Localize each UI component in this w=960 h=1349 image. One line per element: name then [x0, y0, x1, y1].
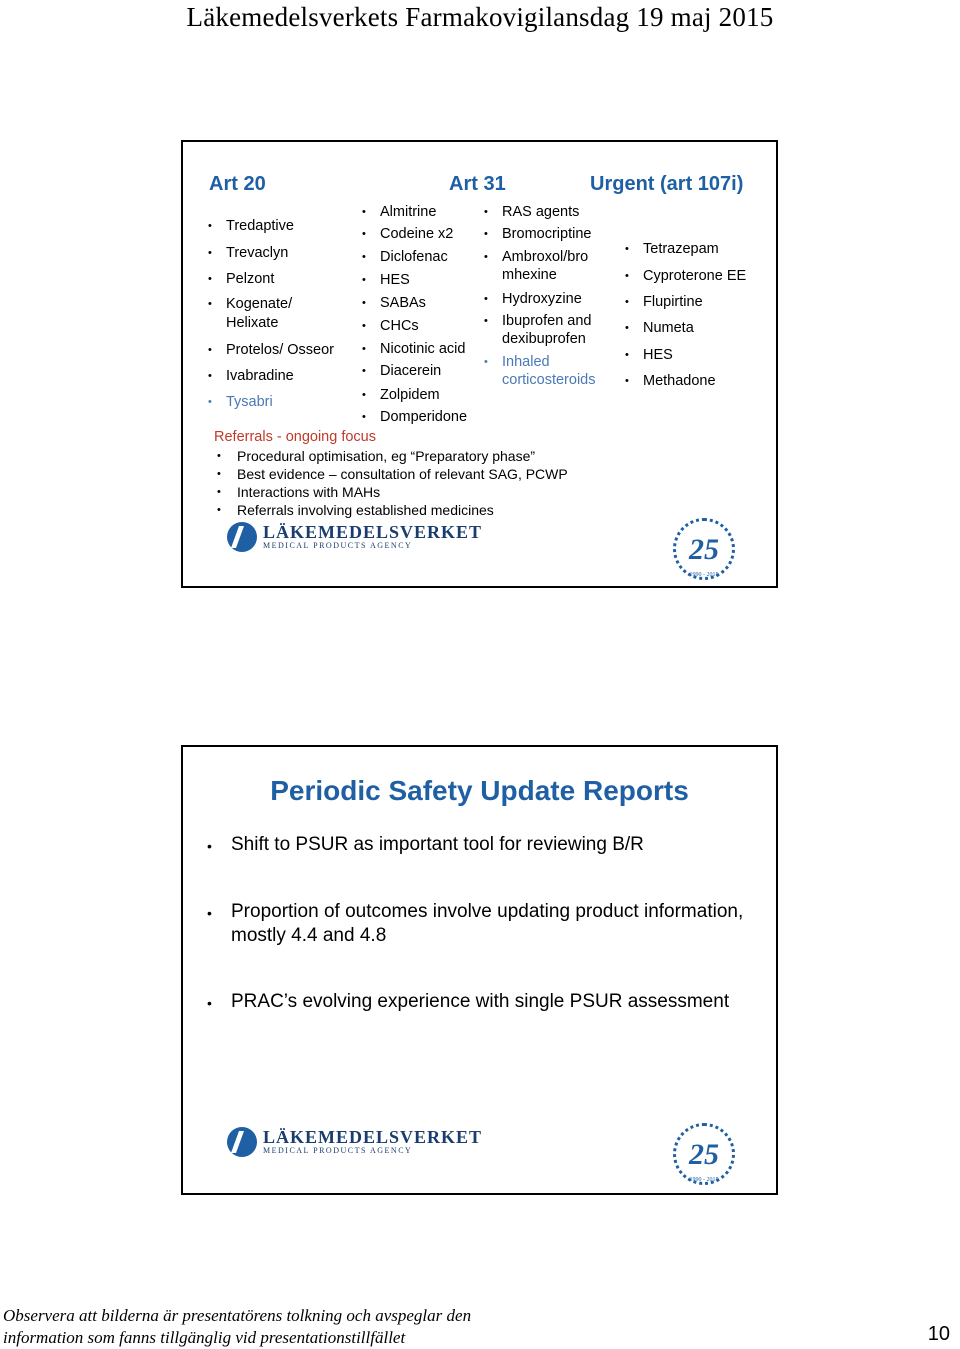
bullet-icon: •: [484, 251, 488, 263]
bullet-icon: •: [362, 389, 366, 401]
list-item: • Tysabri: [208, 394, 273, 410]
list-item: • RAS agents: [484, 204, 580, 220]
agency-logo: [227, 1127, 482, 1157]
anniversary-seal-icon: [673, 518, 735, 580]
seal-years: 1990 - 2015: [689, 572, 719, 578]
seal-number: 25: [689, 533, 719, 566]
list-item: • Bromocriptine: [484, 226, 592, 242]
footer-disclaimer: [3, 1305, 471, 1349]
list-item: • CHCs: [362, 318, 419, 334]
list-item: • Ambroxol/bro: [484, 249, 589, 265]
list-item: • HES: [625, 347, 673, 363]
bullet-icon: •: [207, 905, 212, 921]
bullet-icon: •: [208, 370, 212, 382]
bullet-icon: •: [362, 206, 366, 218]
bullet-icon: •: [362, 365, 366, 377]
footer-line-1: Observera att bilderna är presentatörens tolkning och avspeglar den: [3, 1306, 472, 1325]
list-item: • Cyproterone EE: [625, 268, 747, 284]
bullet-icon: •: [362, 411, 366, 423]
bullet-icon: •: [625, 349, 629, 361]
logo-sub: MEDICAL PRODUCTS AGENCY: [263, 541, 413, 550]
bullet-icon: •: [207, 995, 212, 1011]
logo-name: LÄKEMEDELSVERKET: [263, 522, 483, 542]
list-item: • Kogenate/: [208, 296, 293, 312]
list-item: • Zolpidem: [362, 387, 440, 403]
list-item: • Ibuprofen and: [484, 313, 592, 329]
bullet-icon: •: [362, 274, 366, 286]
list-item: • Tredaptive: [208, 218, 294, 234]
bullet-icon: •: [484, 356, 488, 368]
bullet-icon: •: [625, 296, 629, 308]
bullet-icon: •: [208, 220, 212, 232]
list-item: • Inhaled: [484, 354, 550, 370]
list-item-continuation: dexibuprofen: [502, 331, 586, 347]
title-art31: Art 31: [449, 173, 506, 195]
slide-psur: [181, 745, 778, 1195]
slide-title: Periodic Safety Update Reports: [270, 775, 689, 806]
bullet-icon: •: [362, 320, 366, 332]
bullet-icon: •: [208, 396, 212, 408]
list-item: • Domperidone: [362, 409, 468, 425]
bullet-icon: •: [362, 228, 366, 240]
slide-referrals: [181, 140, 778, 588]
list-item: • Methadone: [625, 373, 716, 389]
bullet-icon: •: [217, 450, 221, 462]
title-art20: Art 20: [209, 173, 266, 195]
list-item: • Best evidence – consultation of relevant SAG, PCWP: [217, 466, 568, 482]
page-header-title: Läkemedelsverkets Farmakovigilansdag 19 maj 2015: [186, 2, 774, 32]
bullet-icon: •: [217, 486, 221, 498]
list-item: • Referrals involving established medicines: [217, 502, 494, 518]
list-item: • SABAs: [362, 295, 426, 311]
bullet-icon: •: [208, 344, 212, 356]
footer-line-2: information som fanns tillgänglig vid presentationstillfället: [3, 1328, 406, 1347]
anniversary-seal-icon: [673, 1123, 735, 1185]
list-item: • Protelos/ Osseor: [208, 342, 334, 358]
title-urgent: Urgent (art 107i): [590, 173, 744, 195]
list-item: • Trevaclyn: [208, 245, 289, 261]
list-item: • Procedural optimisation, eg “Preparatory phase”: [217, 448, 536, 464]
bullet-icon: •: [208, 247, 212, 259]
list-item: • Tetrazepam: [625, 241, 719, 257]
bullet-icon: •: [625, 243, 629, 255]
bullet-icon: •: [484, 293, 488, 305]
bullet-icon: •: [217, 504, 221, 516]
list-item: • Nicotinic acid: [362, 341, 466, 357]
bullet-icon: •: [625, 322, 629, 334]
list-item: • Ivabradine: [208, 368, 294, 384]
bullet-icon: •: [362, 297, 366, 309]
list-item: • Diacerein: [362, 363, 442, 379]
list-item: • Almitrine: [362, 204, 437, 220]
bullet-icon: •: [362, 343, 366, 355]
bullet-icon: •: [625, 375, 629, 387]
bullet-icon: •: [208, 298, 212, 310]
referrals-heading: Referrals - ongoing focus: [214, 429, 376, 445]
agency-mark-icon: [227, 1127, 257, 1157]
bullet-icon: •: [207, 838, 212, 854]
bullet-icon: •: [625, 270, 629, 282]
list-item-continuation: mhexine: [502, 267, 557, 283]
list-item: • PRAC’s evolving experience with single PSUR assessment: [231, 990, 751, 1014]
list-item: • Flupirtine: [625, 294, 703, 310]
list-item: • Codeine x2: [362, 226, 454, 242]
seal-years: 1990 - 2015: [689, 1177, 719, 1183]
bullet-icon: •: [484, 228, 488, 240]
list-item: • Numeta: [625, 320, 694, 336]
page-number: 10: [927, 1323, 950, 1345]
list-item-continuation: Helixate: [226, 315, 279, 331]
seal-number: 25: [689, 1138, 719, 1171]
list-item: • Pelzont: [208, 271, 275, 287]
list-item-continuation: corticosteroids: [502, 372, 596, 388]
bullet-icon: •: [208, 273, 212, 285]
bullet-icon: •: [217, 468, 221, 480]
list-item: • Diclofenac: [362, 249, 448, 265]
bullet-icon: •: [484, 315, 488, 327]
list-item: • HES: [362, 272, 410, 288]
logo-sub: MEDICAL PRODUCTS AGENCY: [263, 1146, 413, 1155]
logo-name: LÄKEMEDELSVERKET: [263, 1127, 483, 1147]
list-item: • Interactions with MAHs: [217, 484, 381, 500]
bullet-icon: •: [362, 251, 366, 263]
list-item: • Hydroxyzine: [484, 291, 582, 307]
agency-mark-icon: [227, 522, 257, 552]
agency-logo: [227, 522, 482, 552]
list-item: • Shift to PSUR as important tool for reviewing B/R: [231, 833, 751, 857]
list-item: • Proportion of outcomes involve updating product information, mostly 4.4 and 4.8: [207, 901, 744, 946]
bullet-icon: •: [484, 206, 488, 218]
